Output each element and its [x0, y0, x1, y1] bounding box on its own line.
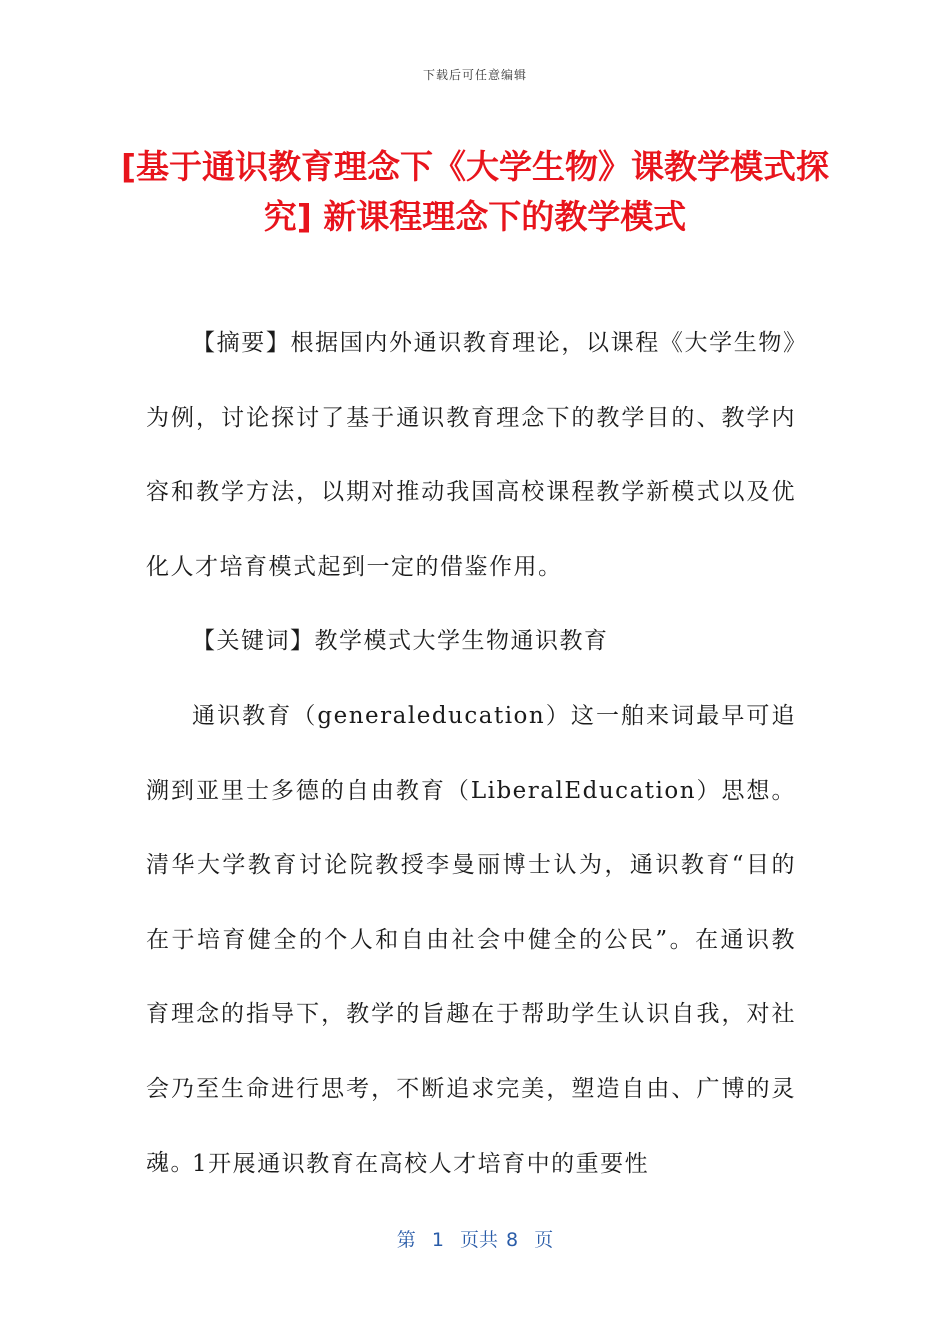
page-number-footer: [0, 1225, 950, 1252]
header-note: 下载后可任意编辑: [422, 68, 527, 82]
document-title: [基于通识教育理念下《大学生物》课教学模式探究] 新课程理念下的教学模式: [120, 147, 830, 236]
page-number-label: 第 1 页共 8 页: [396, 1229, 554, 1251]
abstract-paragraph: 【摘要】根据国内外通识教育理论，以课程《大学生物》为例，讨论探讨了基于通识教育理念下的教学目的、教学内容和教学方法，以期对推动我国高校课程教学新模式以及优化人才培育模式起到一定的借鉴作用。: [146, 330, 796, 580]
section-heading: 1开展通识教育在高校人才培育中的重要性: [192, 1151, 650, 1177]
intro-paragraph: 通识教育（generaleducation）这一舶来词最早可追溯到亚里士多德的自由教育（LiberalEducation）思想。清华大学教育讨论院教授李曼丽博士认为，通识教育“目的在于培育健全的个人和自由社会中健全的公民”。在通识教育理念的指导下，教学的旨趣在于帮助学生认识自我，对社会乃至生命进行思考，不断追求完美，塑造自由、广博的灵魂。: [146, 703, 796, 1176]
keywords-paragraph: 【关键词】教学模式大学生物通识教育: [192, 628, 609, 654]
